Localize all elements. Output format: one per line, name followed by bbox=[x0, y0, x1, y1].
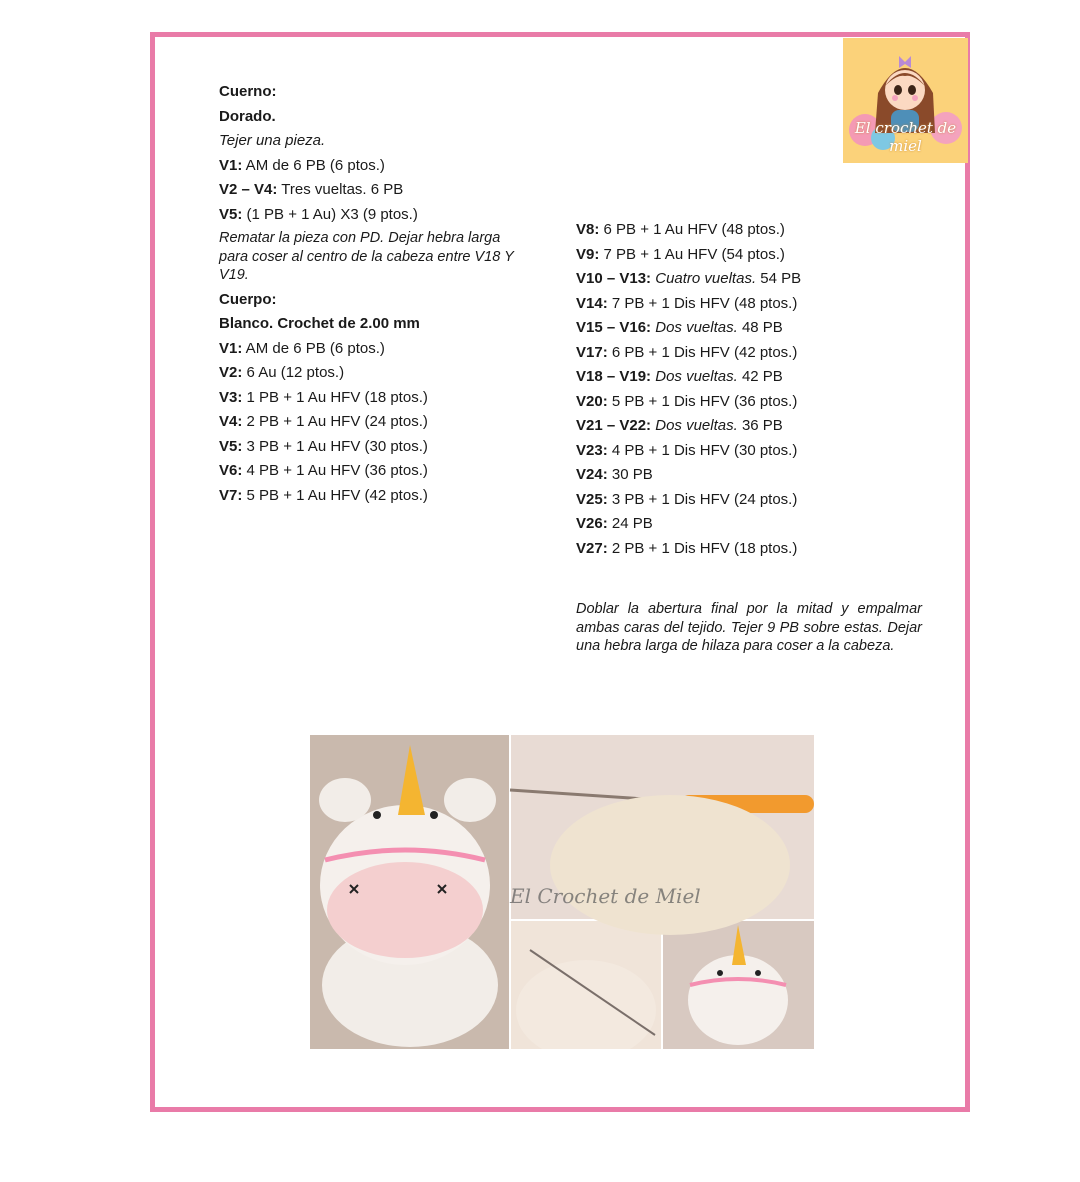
closing-instructions: Doblar la abertura final por la mitad y empalmar ambas caras del tejido. Tejer 9 PB sobre estas. Dejar una hebra larga de hilaza para coser a la cabeza. bbox=[576, 601, 922, 655]
pattern-line-label: V26: bbox=[576, 515, 608, 532]
pattern-line-label: V21 – V22: bbox=[576, 417, 652, 434]
pattern-line-text: 2 PB + 1 Au HFV (24 ptos.) bbox=[242, 413, 428, 430]
pattern-line-label: V24: bbox=[576, 466, 608, 483]
right-pattern-column bbox=[576, 218, 936, 561]
pattern-line-italic: Dos vueltas. bbox=[651, 319, 738, 336]
pattern-line-label: Cuerno: bbox=[219, 83, 277, 100]
pattern-line-label: V17: bbox=[576, 343, 608, 361]
pattern-line-text: 6 Au (12 ptos.) bbox=[242, 364, 345, 381]
pattern-line-label: V2: bbox=[219, 364, 243, 381]
pattern-line-text: 48 PB bbox=[737, 319, 783, 336]
pattern-line-text: Tres vueltas. 6 PB bbox=[277, 181, 404, 198]
pattern-line-text: 42 PB bbox=[737, 368, 783, 385]
pattern-line-label: V23: bbox=[576, 441, 608, 459]
pattern-line-label: V7: bbox=[219, 486, 243, 504]
pattern-line-text: 5 PB + 1 Dis HFV (36 ptos.) bbox=[607, 392, 798, 410]
pattern-line-text: 54 PB bbox=[756, 270, 802, 287]
pattern-line-text: 3 PB + 1 Dis HFV (24 ptos.) bbox=[607, 490, 798, 508]
photo-watermark: El Crochet de Miel bbox=[510, 884, 701, 908]
pattern-line bbox=[219, 129, 519, 154]
pattern-line bbox=[219, 312, 519, 337]
pattern-line-label: V15 – V16: bbox=[576, 319, 652, 336]
pattern-line bbox=[576, 292, 936, 317]
pattern-line bbox=[219, 386, 519, 411]
pattern-line-text: 3 PB + 1 Au HFV (30 ptos.) bbox=[242, 437, 428, 455]
pattern-line bbox=[576, 341, 936, 366]
pattern-line-text: 6 PB + 1 Au HFV (48 ptos.) bbox=[599, 221, 785, 238]
pattern-line-italic: Dos vueltas. bbox=[651, 417, 738, 434]
pattern-line-label: V25: bbox=[576, 490, 608, 508]
pattern-line bbox=[219, 203, 519, 228]
pattern-line bbox=[219, 288, 519, 313]
pattern-line-label: V9: bbox=[576, 245, 600, 263]
pattern-line bbox=[219, 435, 519, 460]
pattern-line-label: V27: bbox=[576, 539, 608, 557]
pattern-line-label: Cuerpo: bbox=[219, 290, 277, 308]
pattern-line-label: V8: bbox=[576, 221, 600, 238]
pattern-line bbox=[576, 488, 936, 513]
pattern-line-text: 5 PB + 1 Au HFV (42 ptos.) bbox=[242, 486, 428, 504]
pattern-line bbox=[219, 105, 519, 130]
pattern-line bbox=[576, 463, 936, 488]
pattern-line-label: V14: bbox=[576, 294, 608, 312]
pattern-line-label: V5: bbox=[219, 437, 243, 455]
pattern-line-label: Blanco. Crochet de 2.00 mm bbox=[219, 315, 420, 332]
pattern-line-label: V1: bbox=[219, 156, 243, 174]
pattern-line-label: V4: bbox=[219, 413, 243, 430]
pattern-line-label: Dorado. bbox=[219, 107, 276, 125]
pattern-line-label: V18 – V19: bbox=[576, 368, 652, 385]
pattern-line-text: 36 PB bbox=[737, 417, 783, 434]
pattern-line bbox=[219, 178, 519, 203]
unicorn-photo-collage bbox=[310, 735, 814, 1049]
pattern-line-label: V2 – V4: bbox=[219, 181, 278, 198]
pattern-line bbox=[219, 459, 519, 484]
pattern-line bbox=[576, 218, 936, 243]
pattern-line bbox=[219, 80, 519, 105]
pattern-line-text: 4 PB + 1 Dis HFV (30 ptos.) bbox=[607, 441, 798, 459]
pattern-line-text: 7 PB + 1 Au HFV (54 ptos.) bbox=[599, 245, 785, 263]
pattern-line-text: 2 PB + 1 Dis HFV (18 ptos.) bbox=[607, 539, 798, 557]
pattern-line bbox=[576, 316, 936, 341]
pattern-line-label: V6: bbox=[219, 462, 243, 479]
pattern-line bbox=[219, 154, 519, 179]
pattern-line-text: AM de 6 PB (6 ptos.) bbox=[242, 156, 385, 174]
logo-text: El crochet de miel bbox=[854, 119, 957, 155]
pattern-line bbox=[576, 537, 936, 562]
pattern-line bbox=[576, 414, 936, 439]
pattern-line bbox=[219, 337, 519, 362]
pattern-line bbox=[576, 390, 936, 415]
pattern-line-text: 6 PB + 1 Dis HFV (42 ptos.) bbox=[607, 343, 798, 361]
pattern-line-label: V10 – V13: bbox=[576, 270, 652, 287]
pattern-line-italic: Tejer una pieza. bbox=[219, 132, 326, 149]
pattern-line bbox=[219, 361, 519, 386]
pattern-line-label: V1: bbox=[219, 339, 243, 357]
pattern-line bbox=[576, 243, 936, 268]
pattern-line-italic: Dos vueltas. bbox=[651, 368, 738, 385]
pattern-line-label: V5: bbox=[219, 205, 243, 223]
left-pattern-column bbox=[219, 80, 519, 508]
pattern-line-label: V20: bbox=[576, 392, 608, 410]
pattern-line bbox=[576, 267, 936, 292]
pattern-line bbox=[576, 512, 936, 537]
pattern-line-text: 24 PB bbox=[607, 515, 653, 532]
pattern-line bbox=[219, 410, 519, 435]
pattern-line bbox=[576, 439, 936, 464]
pattern-line-text: 4 PB + 1 Au HFV (36 ptos.) bbox=[242, 462, 428, 479]
pattern-line bbox=[219, 484, 519, 509]
pattern-line bbox=[576, 365, 936, 390]
pattern-line-text: 7 PB + 1 Dis HFV (48 ptos.) bbox=[607, 294, 798, 312]
pattern-line-text: AM de 6 PB (6 ptos.) bbox=[242, 339, 385, 357]
brand-logo bbox=[843, 38, 968, 163]
pattern-note: Rematar la pieza con PD. Dejar hebra larga para coser al centro de la cabeza entre V18 Y V19. bbox=[219, 230, 514, 283]
pattern-line-italic: Cuatro vueltas. bbox=[651, 270, 757, 287]
pattern-line-text: (1 PB + 1 Au) X3 (9 ptos.) bbox=[242, 205, 418, 223]
pattern-line-text: 30 PB bbox=[607, 466, 653, 483]
pattern-line-label: V3: bbox=[219, 388, 243, 406]
pattern-line-text: 1 PB + 1 Au HFV (18 ptos.) bbox=[242, 388, 428, 406]
